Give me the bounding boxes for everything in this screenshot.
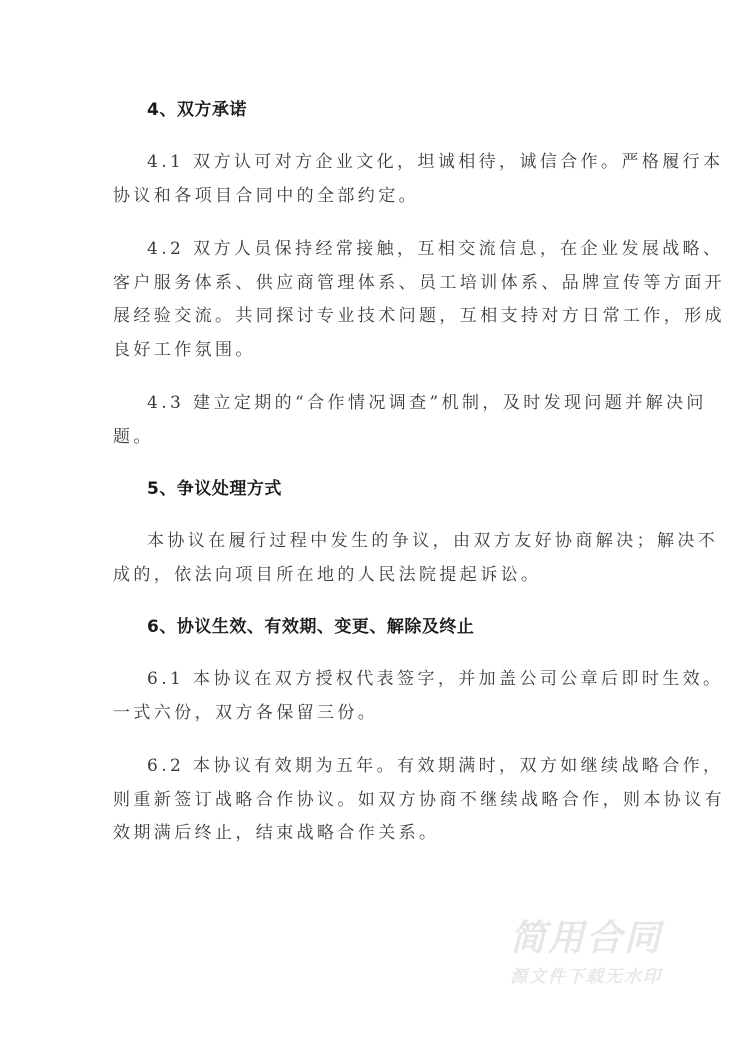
clause-4-2: [113, 233, 725, 367]
text-line: 良好工作氛围。: [113, 339, 256, 360]
clause-6-1: [113, 663, 724, 730]
text-line: 4.2 双方人员保持经常接触，互相交流信息，在企业发展战略、: [147, 239, 724, 259]
watermark-title: 简用合同: [510, 918, 663, 959]
text-line: 客户服务体系、供应商管理体系、员工培训体系、品牌宣传等方面开: [113, 272, 725, 293]
clause-6-2: [113, 750, 725, 851]
section-heading-5: 5、争议处理方式: [147, 479, 282, 499]
text-line: 4.1 双方认可对方企业文化，坦诚相待，诚信合作。严格履行本: [147, 152, 724, 172]
watermark: [510, 918, 700, 990]
section-heading-6: 6、协议生效、有效期、变更、解除及终止: [147, 617, 475, 637]
text-line: 效期满后终止，结束战略合作关系。: [113, 823, 440, 843]
watermark-subtitle: 源文件下载无水印: [510, 967, 662, 987]
text-line: 则重新签订战略合作协议。如双方协商不继续战略合作，则本协议有: [113, 789, 725, 810]
text-line: 4.3 建立定期的“合作情况调查”机制，及时发现问题并解决问: [147, 393, 707, 413]
text-line: 本协议在履行过程中发生的争议，由双方友好协商解决；解决不: [147, 531, 719, 551]
text-line: 6.2 本协议有效期为五年。有效期满时，双方如继续战略合作，: [147, 756, 724, 776]
text-line: 协议和各项目合同中的全部约定。: [113, 185, 419, 206]
text-line: 一式六份，双方各保留三份。: [113, 702, 379, 723]
section-heading-4: 4、双方承诺: [147, 100, 247, 120]
text-line: 展经验交流。共同探讨专业技术问题，互相支持对方日常工作，形成: [113, 306, 725, 326]
text-line: 题。: [113, 426, 154, 447]
text-line: 成的，依法向项目所在地的人民法院提起诉讼。: [113, 564, 542, 585]
clause-5: [113, 525, 719, 592]
document-page: [113, 95, 725, 871]
clause-4-1: [113, 146, 724, 213]
clause-4-3: [113, 387, 707, 454]
text-line: 6.1 本协议在双方授权代表签字，并加盖公司公章后即时生效。: [147, 669, 724, 689]
